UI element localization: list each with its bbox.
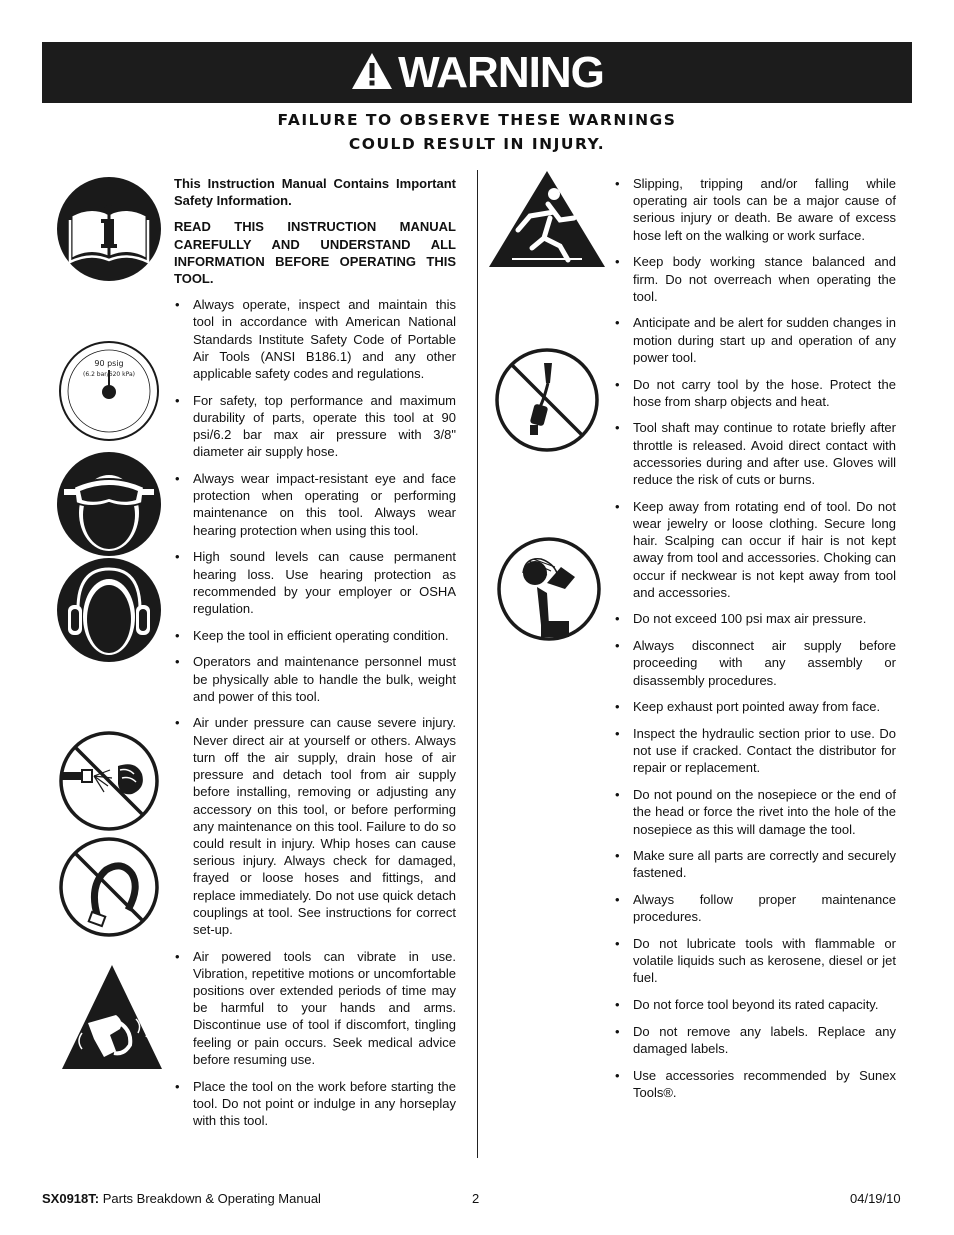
list-item: • Keep the tool in efficient operating condition.	[174, 627, 456, 644]
warning-triangle-icon	[350, 51, 394, 91]
slip-trip-fall-icon	[488, 170, 606, 268]
left-column	[174, 175, 456, 1139]
no-carry-by-hose-icon	[494, 347, 600, 453]
list-item: • Keep exhaust port pointed away from face.	[614, 698, 896, 715]
list-item: • Always operate, inspect and maintain this tool in accordance with American National Standards Institute Safety Code of Portable Air Tools (ANSI B186.1) and any other applicable safety codes and regulations.	[174, 296, 456, 382]
list-item: • Always wear impact-resistant eye and face protection when operating or performing maintenance on this tool. Always wear hearing protection when using this tool.	[174, 470, 456, 539]
subheading	[0, 108, 954, 156]
list-item: • For safety, top performance and maximum durability of parts, operate this tool at 90 psi/6.2 bar max air pressure with 3/8" diameter air supply hose.	[174, 392, 456, 461]
list-item: • Do not lubricate tools with flammable or volatile liquids such as kerosene, diesel or jet fuel.	[614, 935, 896, 987]
column-divider	[477, 170, 478, 1158]
list-item: • Do not exceed 100 psi max air pressure.	[614, 610, 896, 627]
list-item: • Make sure all parts are correctly and securely fastened.	[614, 847, 896, 881]
list-item: • Air powered tools can vibrate in use. Vibration, repetitive motions or uncomfortable positions over extended periods of time may be harmful to your hands and arms. Discontinue use of tool if discomfort, tingling feeling or pain occurs. Seek medical advice before resuming use.	[174, 948, 456, 1068]
list-item: • Anticipate and be alert for sudden changes in motion during start up and operation of any power tool.	[614, 314, 896, 366]
list-item: • Do not pound on the nosepiece or the end of the head or force the rivet into the hole of the nosepiece as this will damage the tool.	[614, 786, 896, 838]
no-air-at-body-icon	[58, 730, 160, 832]
right-column	[614, 175, 896, 1111]
list-item: • High sound levels can cause permanent hearing loss. Use hearing protection as recommended by your employer or OSHA regulation.	[174, 548, 456, 617]
list-item: • Keep away from rotating end of tool. Do not wear jewelry or loose clothing. Secure long hair. Scalping can occur if hair is not kept away from tool and accessories. Choking can occur if neckwear is not kept away from tool and accessories.	[614, 498, 896, 601]
intro-read-manual: READ THIS INSTRUCTION MANUAL CAREFULLY AND UNDERSTAND ALL INFORMATION BEFORE OPERATING THIS TOOL.	[174, 219, 456, 287]
list-item: • Keep body working stance balanced and firm. Do not overreach when operating the tool.	[614, 253, 896, 305]
footer-model: SX0918T:	[42, 1191, 100, 1206]
read-manual-icon	[56, 176, 162, 282]
list-item: • Do not carry tool by the hose. Protect the hose from sharp objects and heat.	[614, 376, 896, 410]
left-bullet-list	[174, 296, 456, 1129]
banner-title: WARNING	[398, 47, 604, 97]
rotating-parts-hair-icon	[497, 537, 601, 641]
list-item: • Always disconnect air supply before proceeding with any assembly or disassembly procedures.	[614, 637, 896, 689]
list-item: • Air under pressure can cause severe injury. Never direct air at yourself or others. Always turn off the air supply, drain hose of air pressure and detach tool from air supply before installing, removing or adjusting any accessory on this tool, or before performing any maintenance on this tool. Failure to do so could result in injury. Whip hoses can cause serious injury. Always check for damaged, frayed or loose hoses and fittings, and replace immediately. Do not use quick detach couplings at tool. See instructions for correct set-up.	[174, 714, 456, 938]
list-item: • Inspect the hydraulic section prior to use. Do not use if cracked. Contact the distributor for repair or replacement.	[614, 725, 896, 777]
footer-title: Parts Breakdown & Operating Manual	[102, 1191, 321, 1206]
footer-date: 04/19/10	[850, 1191, 901, 1206]
list-item: • Use accessories recommended by Sunex Tools®.	[614, 1067, 896, 1101]
subheading-line-1: FAILURE TO OBSERVE THESE WARNINGS	[277, 111, 677, 129]
list-item: • Place the tool on the work before starting the tool. Do not point or indulge in any horseplay with this tool.	[174, 1078, 456, 1130]
list-item: • Operators and maintenance personnel must be physically able to handle the bulk, weight and power of this tool.	[174, 653, 456, 705]
intro-important-info: This Instruction Manual Contains Important Safety Information.	[174, 176, 456, 209]
footer-page-number: 2	[472, 1191, 480, 1206]
gauge-label-psi: 90 psig	[94, 359, 124, 368]
eye-face-protection-icon	[56, 451, 162, 557]
list-item: • Tool shaft may continue to rotate briefly after throttle is released. Avoid direct contact with accessories during and after use. Gloves will reduce the risk of cuts or burns.	[614, 419, 896, 488]
list-item: • Do not force tool beyond its rated capacity.	[614, 996, 896, 1013]
list-item: • Always follow proper maintenance procedures.	[614, 891, 896, 925]
hearing-protection-icon	[56, 557, 162, 663]
footer-manual-title	[42, 1191, 321, 1206]
subheading-line-2: COULD RESULT IN INJURY.	[348, 135, 606, 153]
pressure-gauge-icon	[58, 340, 160, 442]
no-whip-hose-icon	[58, 836, 160, 938]
warning-banner	[42, 42, 912, 103]
vibration-hazard-icon	[60, 963, 164, 1073]
gauge-label-bar: (6.2 bar/620 kPa)	[83, 371, 135, 378]
list-item: • Slipping, tripping and/or falling while operating air tools can be a major cause of serious injury or death. Be aware of excess hose left on the walking or work surface.	[614, 175, 896, 244]
right-bullet-list	[614, 175, 896, 1101]
list-item: • Do not remove any labels. Replace any damaged labels.	[614, 1023, 896, 1057]
